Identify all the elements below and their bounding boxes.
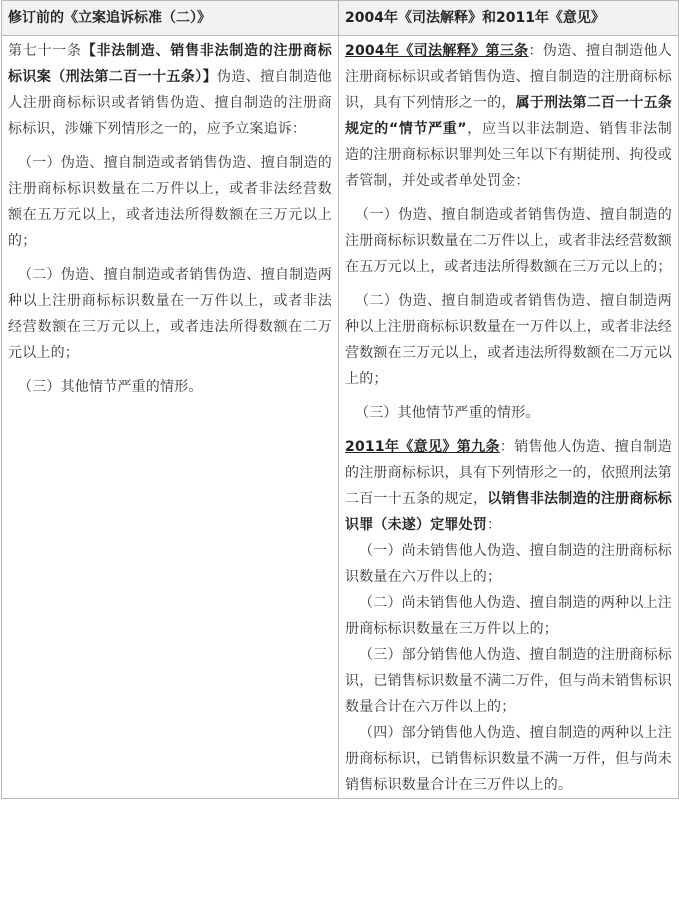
comparison-table [1,0,679,799]
left-intro [8,38,332,142]
right-section-1-item-1: （一）伪造、擅自制造或者销售伪造、擅自制造的注册商标标识数量在二万件以上，或者非法经营数额在五万元以上，或者违法所得数额在三万元以上的； [345,207,672,275]
article-body: 伪造、擅自制造他人注册商标标识或者销售伪造、擅自制造的注册商标标识，涉嫌下列情形之一的，应予立案追诉： [8,69,332,137]
right-section-2-item-4: （四）部分销售他人伪造、擅自制造的两种以上注册商标标识，已销售标识数量不满一万件，但与尚未销售标识数量合计在三万件以上的。 [345,725,672,793]
section-1-text-b: ，应当以非法制造、销售非法制造的注册商标标识罪判处三年以下有期徒刑、拘役或者管制，并处或者单处罚金： [345,121,672,189]
left-item-1: （一）伪造、擅自制造或者销售伪造、擅自制造的注册商标标识数量在二万件以上，或者非法经营数额在五万元以上，或者违法所得数额在三万元以上的； [8,155,332,249]
left-cell [2,36,339,799]
section-2-reference: 2011年《意见》第九条 [345,439,500,455]
right-section-2-item-3: （三）部分销售他人伪造、擅自制造的注册商标标识，已销售标识数量不满二万件，但与尚未销售标识数量合计在六万件以上的； [345,647,672,715]
content-row [2,36,679,799]
right-section-1-item-2: （二）伪造、擅自制造或者销售伪造、擅自制造两种以上注册商标标识数量在一万件以上，或者非法经营数额在三万元以上，或者违法所得数额在二万元以上的； [345,293,672,387]
right-cell [339,36,679,799]
header-row [2,1,679,36]
left-item-2: （二）伪造、擅自制造或者销售伪造、擅自制造两种以上注册商标标识数量在一万件以上，或者非法经营数额在三万元以上，或者违法所得数额在二万元以上的； [8,267,332,361]
section-2-text-a: ：销售他人伪造、擅自制造的注册商标标识，具有下列情形之一的，依照刑法第二百一十五条的规定， [345,439,672,507]
section-1-reference: 2004年《司法解释》第三条 [345,43,529,59]
section-2-text-b: ： [487,517,502,533]
section-1-text-a: ：伪造、擅自制造他人注册商标标识或者销售伪造、擅自制造的注册商标标识，具有下列情形之一的， [345,43,673,111]
right-section-1-item-3: （三）其他情节严重的情形。 [355,405,540,421]
section-1-emphasis: 属于刑法第二百一十五条规定的“情节严重” [345,95,673,137]
header-right: 2004年《司法解释》和2011年《意见》 [339,1,679,36]
header-left: 修订前的《立案追诉标准（二）》 [2,1,339,36]
left-item-3: （三）其他情节严重的情形。 [18,379,203,395]
right-section-1-intro [345,38,672,194]
section-2-emphasis: 以销售非法制造的注册商标标识罪（未遂）定罪处罚 [345,491,672,533]
article-title: 【非法制造、销售非法制造的注册商标标识案（刑法第二百一十五条）】 [8,43,332,85]
right-section-2-item-1: （一）尚未销售他人伪造、擅自制造的注册商标标识数量在六万件以上的； [345,543,672,585]
article-number: 第七十一条 [8,43,82,59]
right-section-2-intro [345,434,672,538]
right-section-2-item-2: （二）尚未销售他人伪造、擅自制造的两种以上注册商标标识数量在三万件以上的； [345,595,672,637]
